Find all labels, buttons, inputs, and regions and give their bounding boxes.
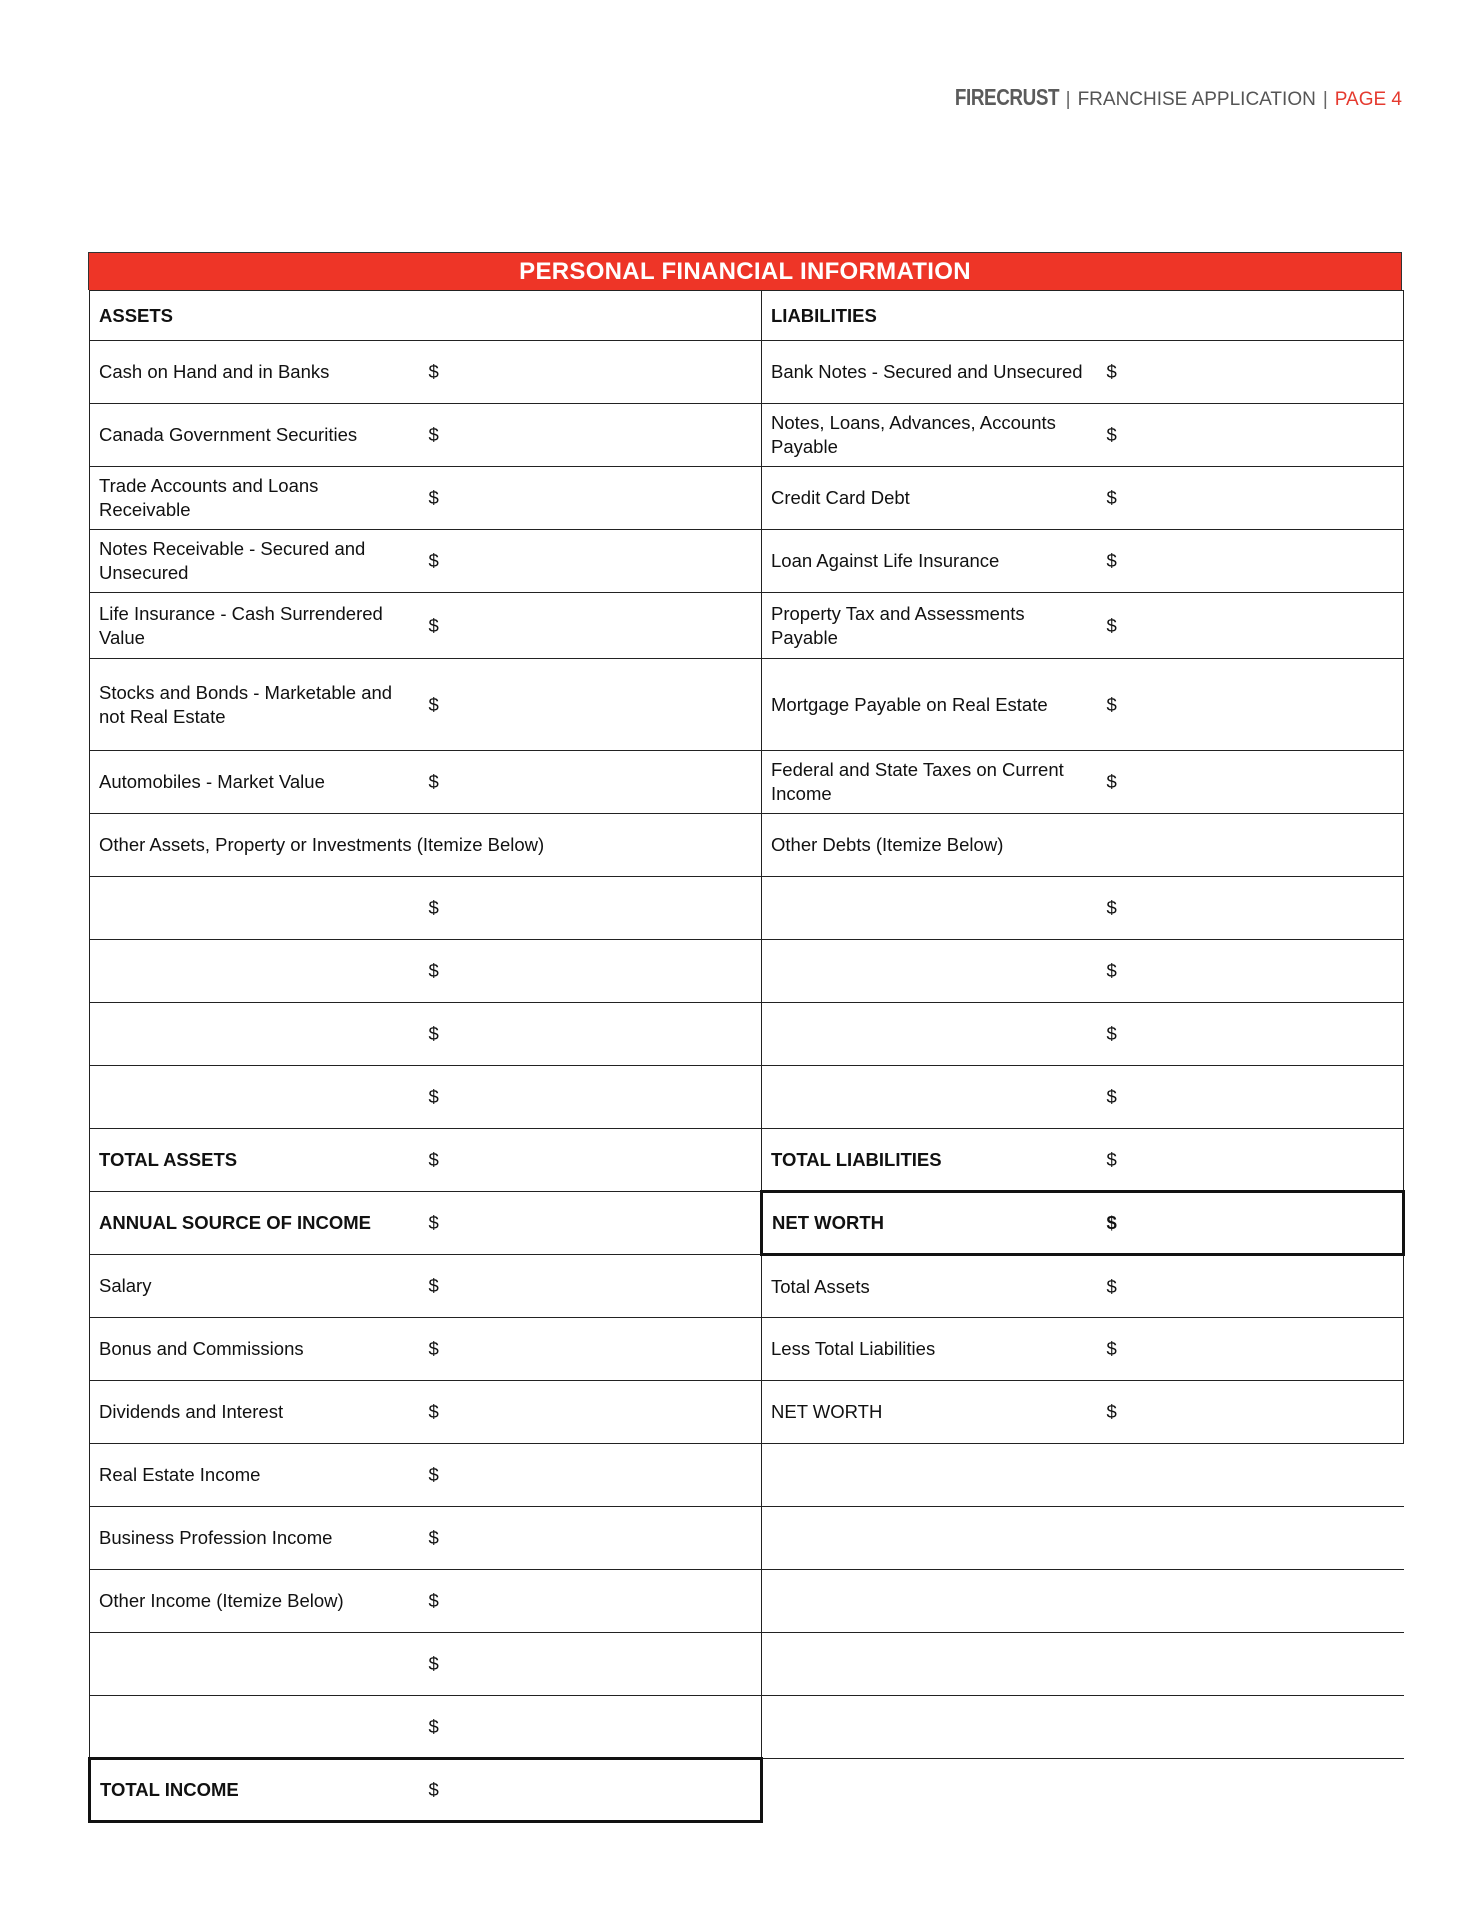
page-header [932,84,1403,111]
header-separator: | [1065,89,1071,110]
liability-amount-field[interactable]: $ [1098,593,1404,659]
table-row [90,1255,1404,1318]
networth-calc-label: NET WORTH [762,1381,1098,1444]
totals-row [90,1129,1404,1192]
annual-income-field[interactable]: $ [420,1192,762,1255]
table-row [90,751,1404,814]
income-label: Dividends and Interest [90,1381,420,1444]
liability-label: Federal and State Taxes on Current Income [762,751,1098,814]
header-separator: | [1322,89,1328,110]
asset-item-field[interactable] [90,1066,420,1129]
table-row [90,1318,1404,1381]
total-income-label: TOTAL INCOME [90,1759,420,1822]
debt-item-field[interactable] [762,1066,1098,1129]
liability-amount-field[interactable]: $ [1098,404,1404,467]
asset-amount-field[interactable]: $ [420,877,762,940]
asset-label: Cash on Hand and in Banks [90,341,420,404]
income-label: Real Estate Income [90,1444,420,1507]
asset-amount-field[interactable]: $ [420,467,762,530]
table-row [90,1444,1404,1507]
networth-calc-label: Total Assets [762,1255,1098,1318]
liability-label: Loan Against Life Insurance [762,530,1098,593]
asset-label: Canada Government Securities [90,404,420,467]
total-assets-field[interactable]: $ [420,1129,762,1192]
liability-label: Property Tax and Assessments Payable [762,593,1098,659]
asset-label: Trade Accounts and Loans Receivable [90,467,420,530]
other-assets-label: Other Assets, Property or Investments (Itemize Below) [90,814,762,877]
income-amount-field[interactable]: $ [420,1318,762,1381]
income-amount-field[interactable]: $ [420,1633,762,1696]
itemize-row [90,940,1404,1003]
income-label: Bonus and Commissions [90,1318,420,1381]
form-title: PERSONAL FINANCIAL INFORMATION [88,252,1402,290]
liabilities-heading: LIABILITIES [762,291,1098,341]
liability-label: Mortgage Payable on Real Estate [762,659,1098,751]
asset-amount-field[interactable]: $ [420,940,762,1003]
asset-amount-field[interactable]: $ [420,1003,762,1066]
networth-calc-label: Less Total Liabilities [762,1318,1098,1381]
asset-amount-field[interactable]: $ [420,659,762,751]
itemize-row [90,877,1404,940]
table-row [90,593,1404,659]
financial-form [88,252,1402,1823]
liability-amount-field[interactable]: $ [1098,467,1404,530]
total-income-row [90,1759,1404,1822]
asset-label: Stocks and Bonds - Marketable and not Real Estate [90,659,420,751]
debt-item-field[interactable] [762,1003,1098,1066]
networth-calc-field[interactable]: $ [1098,1255,1404,1318]
income-label: Salary [90,1255,420,1318]
income-networth-header-row [90,1192,1404,1255]
income-label: Other Income (Itemize Below) [90,1570,420,1633]
networth-calc-field[interactable]: $ [1098,1318,1404,1381]
debt-amount-field[interactable]: $ [1098,940,1404,1003]
firecrust-logo: FIRECRUST [954,84,1059,110]
income-amount-field[interactable]: $ [420,1381,762,1444]
total-liabilities-label: TOTAL LIABILITIES [762,1129,1098,1192]
annual-income-heading: ANNUAL SOURCE OF INCOME [90,1192,420,1255]
table-row [90,659,1404,751]
total-income-field[interactable]: $ [420,1759,762,1822]
table-row [90,1507,1404,1570]
total-assets-label: TOTAL ASSETS [90,1129,420,1192]
liability-amount-field[interactable]: $ [1098,341,1404,404]
income-amount-field[interactable]: $ [420,1507,762,1570]
table-row [90,404,1404,467]
total-liabilities-field[interactable]: $ [1098,1129,1404,1192]
net-worth-field[interactable]: $ [1098,1192,1404,1255]
networth-calc-field[interactable]: $ [1098,1381,1404,1444]
assets-heading: ASSETS [90,291,420,341]
asset-label: Notes Receivable - Secured and Unsecured [90,530,420,593]
debt-item-field[interactable] [762,877,1098,940]
income-item-field[interactable] [90,1633,420,1696]
table-row [90,467,1404,530]
income-label: Business Profession Income [90,1507,420,1570]
debt-amount-field[interactable]: $ [1098,1003,1404,1066]
asset-label: Life Insurance - Cash Surrendered Value [90,593,420,659]
asset-amount-field[interactable]: $ [420,1066,762,1129]
income-item-field[interactable] [90,1696,420,1759]
asset-item-field[interactable] [90,940,420,1003]
liability-label: Bank Notes - Secured and Unsecured [762,341,1098,404]
asset-label: Automobiles - Market Value [90,751,420,814]
income-amount-field[interactable]: $ [420,1444,762,1507]
income-amount-field[interactable]: $ [420,1570,762,1633]
debt-amount-field[interactable]: $ [1098,1066,1404,1129]
net-worth-heading: NET WORTH [762,1192,1098,1255]
asset-item-field[interactable] [90,877,420,940]
asset-item-field[interactable] [90,1003,420,1066]
liability-amount-field[interactable]: $ [1098,659,1404,751]
liability-amount-field[interactable]: $ [1098,530,1404,593]
income-amount-field[interactable]: $ [420,1696,762,1759]
asset-amount-field[interactable]: $ [420,751,762,814]
itemize-row [90,1003,1404,1066]
other-items-row [90,814,1404,877]
asset-amount-field[interactable]: $ [420,593,762,659]
debt-item-field[interactable] [762,940,1098,1003]
asset-amount-field[interactable]: $ [420,341,762,404]
table-row [90,1381,1404,1444]
table-row [90,1570,1404,1633]
liability-label: Credit Card Debt [762,467,1098,530]
page-number: PAGE 4 [1334,89,1402,110]
section-header-row [90,291,1404,341]
liability-amount-field[interactable]: $ [1098,751,1404,814]
table-row [90,530,1404,593]
itemize-row [90,1633,1404,1696]
debt-amount-field[interactable]: $ [1098,877,1404,940]
financial-table [88,290,1405,1823]
document-title: FRANCHISE APPLICATION [1077,89,1316,110]
itemize-row [90,1066,1404,1129]
asset-amount-field[interactable]: $ [420,530,762,593]
itemize-row [90,1696,1404,1759]
liability-label: Notes, Loans, Advances, Accounts Payable [762,404,1098,467]
table-row [90,341,1404,404]
income-amount-field[interactable]: $ [420,1255,762,1318]
asset-amount-field[interactable]: $ [420,404,762,467]
other-debts-label: Other Debts (Itemize Below) [762,814,1098,877]
